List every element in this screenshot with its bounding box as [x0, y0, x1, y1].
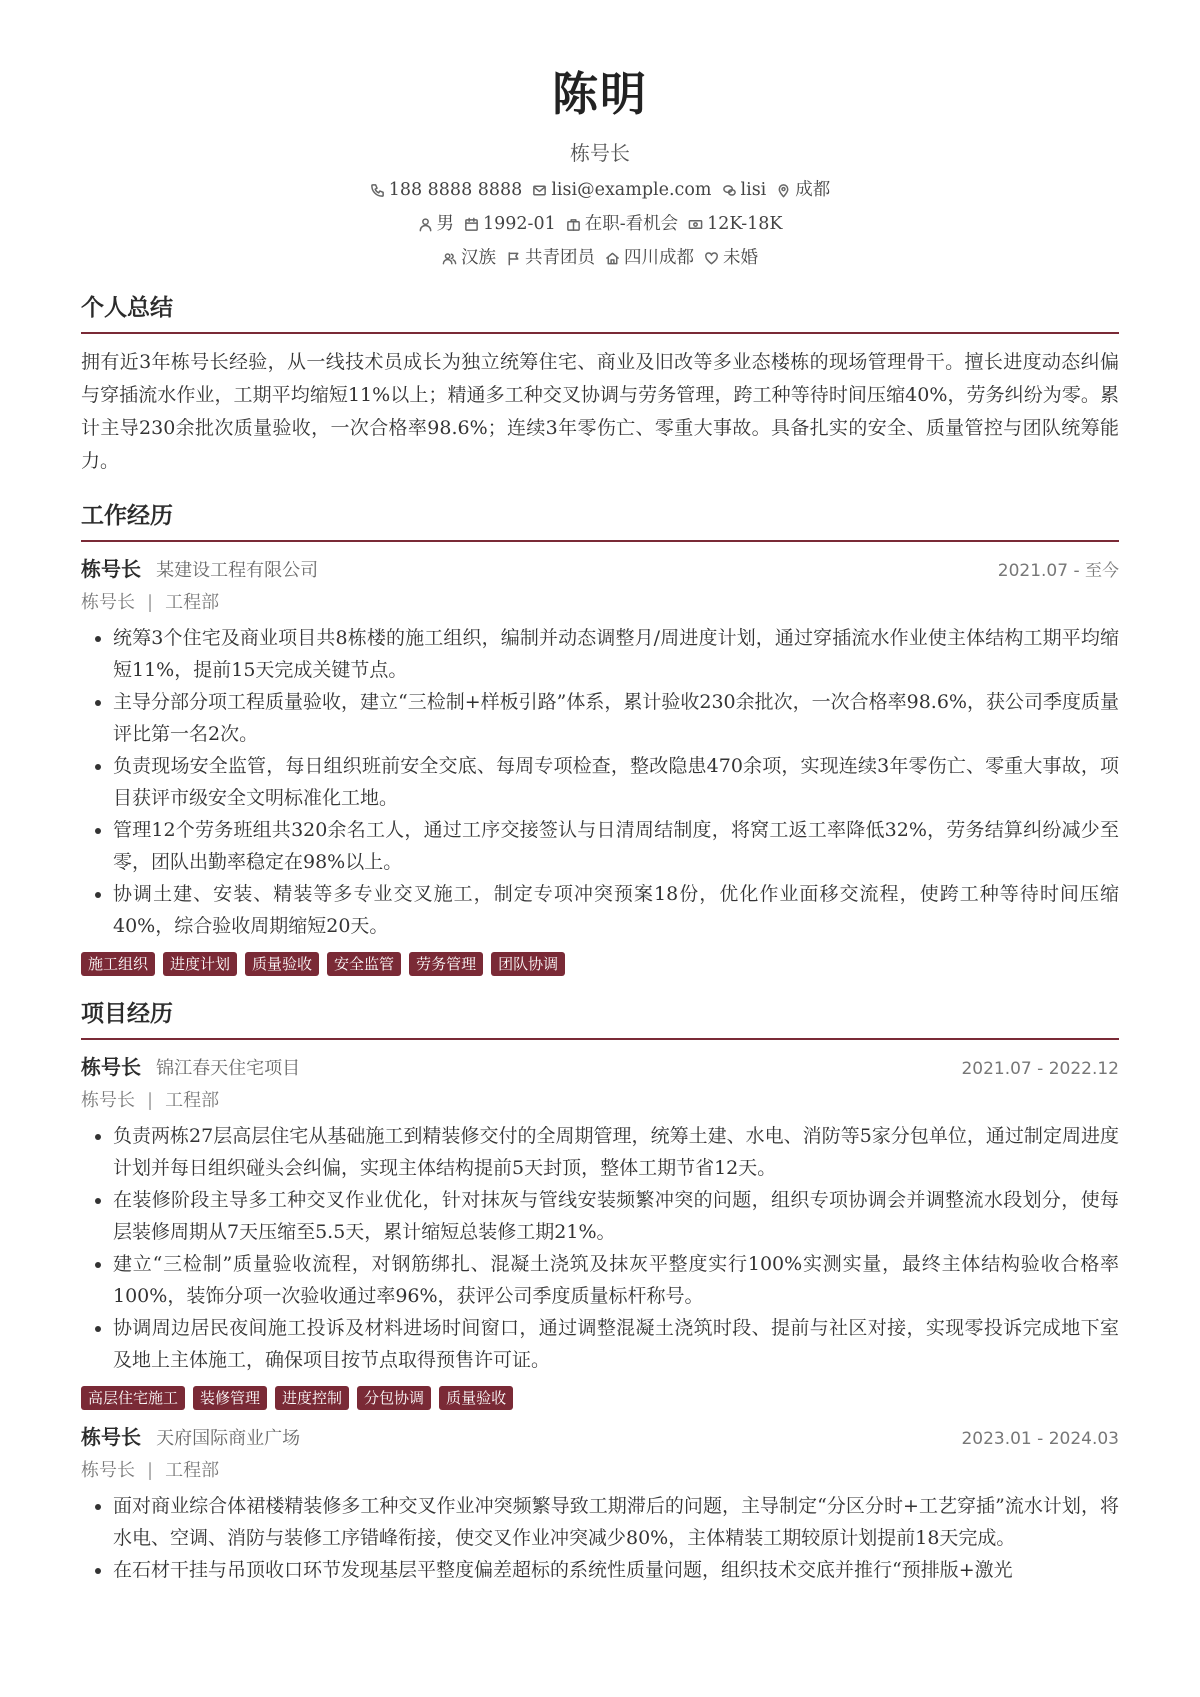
list-item: • 负责现场安全监管，每日组织班前安全交底、每周专项检查，整改隐患470余项，实现连续3年零伤亡、零重大事故，项目获评市级安全文明标准化工地。: [113, 750, 1119, 814]
entry-department: 工程部: [165, 592, 220, 613]
entry-role: 栋号长: [81, 1425, 141, 1449]
summary-section: [81, 292, 1119, 478]
phone-value: 188 8888 8888: [388, 180, 523, 200]
skill-tag: 装修管理: [193, 1386, 267, 1410]
project-entry: [81, 1052, 1119, 1410]
location-item: [776, 178, 830, 202]
ethnicity-value: 汉族: [461, 248, 496, 268]
salary-icon: [688, 217, 703, 232]
entry-date: 2021.07 - 2022.12: [961, 1059, 1119, 1079]
phone-icon: [370, 183, 385, 198]
entry-bullets: [81, 1490, 1119, 1586]
skill-tag: 高层住宅施工: [81, 1386, 185, 1410]
mail-icon: [532, 183, 547, 198]
skill-tag: 分包协调: [357, 1386, 431, 1410]
extra-info-row: [81, 246, 1119, 270]
projects-section: [81, 998, 1119, 1586]
entry-company: 某建设工程有限公司: [156, 560, 319, 581]
gender-value: 男: [436, 214, 455, 234]
entry-meta: [81, 1086, 1119, 1116]
section-title: 项目经历: [81, 998, 1119, 1040]
meta-separator: |: [147, 592, 154, 613]
project-entry: [81, 1422, 1119, 1586]
email-item[interactable]: [532, 178, 711, 202]
birth-item: [464, 212, 556, 236]
skill-tags: [81, 1386, 1119, 1410]
list-item: • 协调周边居民夜间施工投诉及材料进场时间窗口，通过调整混凝土浇筑时段、提前与社区对接，实现零投诉完成地下室及地上主体施工，确保项目按节点取得预售许可证。: [113, 1312, 1119, 1376]
status-item: [566, 212, 678, 236]
skill-tag: 劳务管理: [409, 952, 483, 976]
work-section: [81, 500, 1119, 976]
entry-department: 工程部: [165, 1460, 220, 1481]
entry-meta: [81, 588, 1119, 618]
resume-header: [81, 0, 1119, 270]
skill-tag: 施工组织: [81, 952, 155, 976]
list-item: • 统筹3个住宅及商业项目共8栋楼的施工组织，编制并动态调整月/周进度计划，通过穿插流水作业使主体结构工期平均缩短11%，提前15天完成关键节点。: [113, 622, 1119, 686]
hometown-value: 四川成都: [624, 248, 694, 268]
entry-header: [81, 1052, 1119, 1084]
salary-item: [688, 212, 782, 236]
meta-separator: |: [147, 1460, 154, 1481]
home-icon: [605, 251, 620, 266]
section-title: 工作经历: [81, 500, 1119, 542]
list-item: • 主导分部分项工程质量验收，建立“三检制+样板引路”体系，累计验收230余批次，一次合格率98.6%，获公司季度质量评比第一名2次。: [113, 686, 1119, 750]
wechat-icon: [722, 183, 737, 198]
political-item: [506, 246, 595, 270]
list-item: • 在石材干挂与吊顶收口环节发现基层平整度偏差超标的系统性质量问题，组织技术交底并推行“预排版+激光: [113, 1554, 1119, 1586]
hometown-item: [605, 246, 694, 270]
entry-role: 栋号长: [81, 1055, 141, 1079]
wechat-value: lisi: [740, 180, 767, 200]
calendar-icon: [464, 217, 479, 232]
candidate-name: 陈明: [552, 67, 648, 121]
skill-tag: 质量验收: [245, 952, 319, 976]
ethnicity-item: [442, 246, 496, 270]
list-item: • 协调土建、安装、精装等多专业交叉施工，制定专项冲突预案18份，优化作业面移交流程，使跨工种等待时间压缩40%，综合验收周期缩短20天。: [113, 878, 1119, 942]
entry-bullets: [81, 622, 1119, 942]
entry-date: 2021.07 - 至今: [997, 561, 1119, 581]
location-icon: [776, 183, 791, 198]
user-icon: [418, 217, 433, 232]
people-icon: [442, 251, 457, 266]
status-value: 在职-看机会: [584, 214, 679, 234]
briefcase-icon: [566, 217, 581, 232]
summary-text: 拥有近3年栋号长经验，从一线技术员成长为独立统筹住宅、商业及旧改等多业态楼栋的现场管理骨干。擅长进度动态纠偏与穿插流水作业，工期平均缩短11%以上；精通多工种交叉协调与劳务管理，跨工种等待时间压缩40%，劳务纠纷为零。累计主导230余批次质量验收，一次合格率98.6%；连续3年零伤亡、零重大事故。具备扎实的安全、质量管控与团队统筹能力。: [81, 351, 1119, 472]
entry-project-name: 天府国际商业广场: [156, 1428, 301, 1449]
list-item: • 面对商业综合体裙楼精装修多工种交叉作业冲突频繁导致工期滞后的问题，主导制定“分区分时+工艺穿插”流水计划，将水电、空调、消防与装修工序错峰衔接，使交叉作业冲突减少80%，主体精装工期较原计划提前18天完成。: [113, 1490, 1119, 1554]
entry-bullets: [81, 1120, 1119, 1376]
entry-date: 2023.01 - 2024.03: [961, 1429, 1119, 1449]
entry-header: [81, 1422, 1119, 1454]
work-entry: [81, 554, 1119, 976]
gender-item: [418, 212, 455, 236]
salary-value: 12K-18K: [707, 214, 783, 234]
entry-position: 栋号长: [81, 592, 135, 613]
list-item: • 管理12个劳务班组共320余名工人，通过工序交接签认与日清周结制度，将窝工返工率降低32%，劳务结算纠纷减少至零，团队出勤率稳定在98%以上。: [113, 814, 1119, 878]
flag-icon: [506, 251, 521, 266]
entry-department: 工程部: [165, 1090, 220, 1111]
basic-info-row: [81, 212, 1119, 236]
skill-tag: 团队协调: [491, 952, 565, 976]
location-value: 成都: [795, 180, 831, 200]
list-item: • 建立“三检制”质量验收流程，对钢筋绑扎、混凝土浇筑及抹灰平整度实行100%实测实量，最终主体结构验收合格率100%，装饰分项一次验收通过率96%，获评公司季度质量标杆称号。: [113, 1248, 1119, 1312]
skill-tags: [81, 952, 1119, 976]
entry-project-name: 锦江春天住宅项目: [156, 1058, 301, 1079]
entry-position: 栋号长: [81, 1460, 135, 1481]
contact-row: [81, 178, 1119, 202]
meta-separator: |: [147, 1090, 154, 1111]
heart-icon: [704, 251, 719, 266]
skill-tag: 进度控制: [275, 1386, 349, 1410]
phone-item[interactable]: [370, 178, 523, 202]
list-item: • 在装修阶段主导多工种交叉作业优化，针对抹灰与管线安装频繁冲突的问题，组织专项协调会并调整流水段划分，使每层装修周期从7天压缩至5.5天，累计缩短总装修工期21%。: [113, 1184, 1119, 1248]
list-item: • 负责两栋27层高层住宅从基础施工到精装修交付的全周期管理，统筹土建、水电、消防等5家分包单位，通过制定周进度计划并每日组织碰头会纠偏，实现主体结构提前5天封顶，整体工期节省12天。: [113, 1120, 1119, 1184]
email-value: lisi@example.com: [551, 180, 712, 200]
wechat-item[interactable]: [722, 178, 767, 202]
entry-role: 栋号长: [81, 557, 141, 581]
birth-value: 1992-01: [483, 214, 556, 234]
entry-meta: [81, 1456, 1119, 1486]
entry-position: 栋号长: [81, 1090, 135, 1111]
skill-tag: 进度计划: [163, 952, 237, 976]
job-title: 栋号长: [570, 141, 630, 165]
marital-item: [704, 246, 758, 270]
marital-value: 未婚: [723, 248, 758, 268]
section-title: 个人总结: [81, 292, 1119, 334]
skill-tag: 安全监管: [327, 952, 401, 976]
skill-tag: 质量验收: [439, 1386, 513, 1410]
political-value: 共青团员: [525, 248, 595, 268]
entry-header: [81, 554, 1119, 586]
